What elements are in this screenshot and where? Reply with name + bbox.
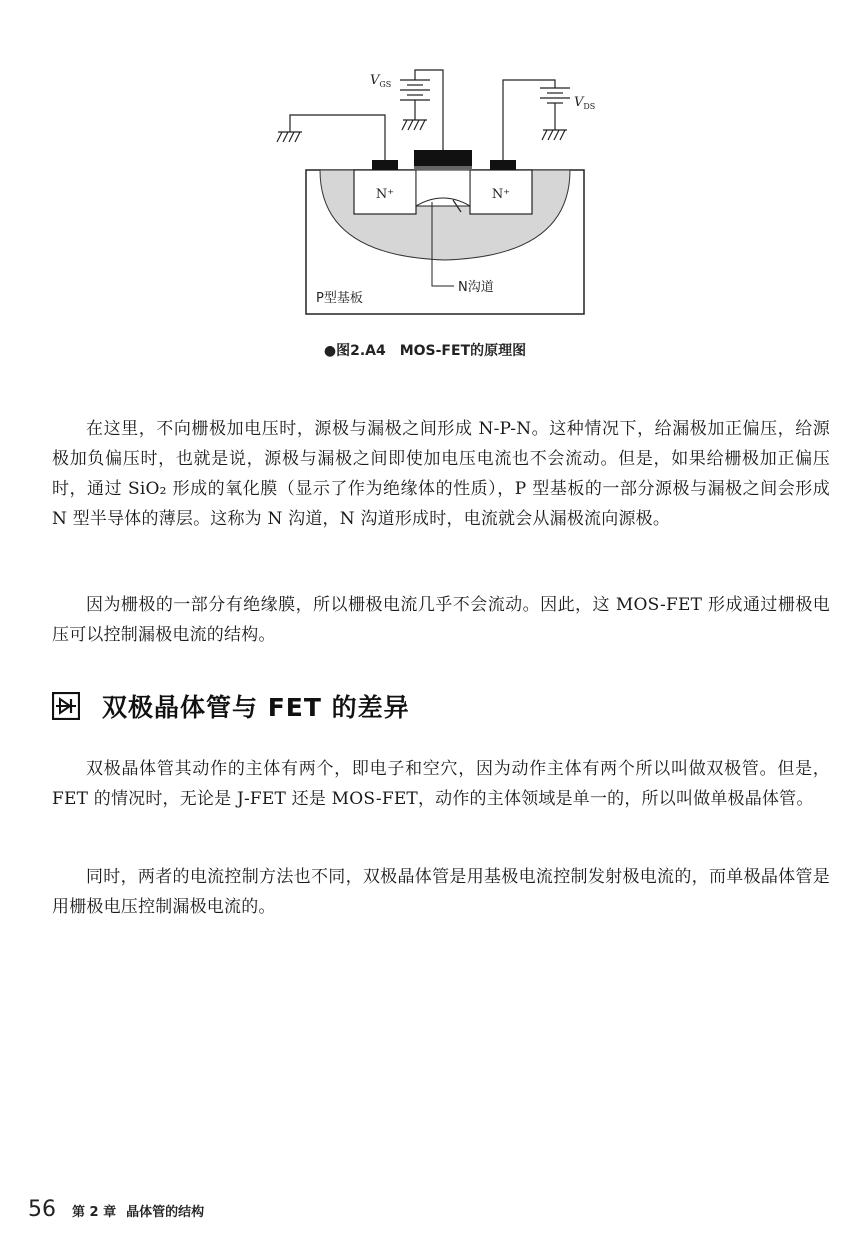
body-paragraph-1: 在这里，不向栅极加电压时，源极与漏极之间形成 N-P-N。这种情况下，给漏极加正偏压，给源极加负偏压时，也就是说，源极与漏极之间即使加电压电流也不会流动。但是，如果给栅极加正偏压时，通过 SiO₂ 形成的氧化膜（显示了作为绝缘体的性质），P 型基板的一部分源极与漏极之间会形成 N 型半导体的薄层。这称为 N 沟道，N 沟道形成时，电流就会从漏极流向源极。 — [52, 419, 830, 529]
ground-icon-gate — [402, 120, 427, 130]
gate-contact — [414, 150, 472, 166]
vgs-label: $V_{GS}$ — [370, 73, 392, 89]
n-channel-label: N沟道 — [458, 280, 494, 295]
section-title: 双极晶体管与 FET 的差异 — [102, 693, 410, 722]
drain-wire — [503, 80, 555, 160]
figure-caption: ●图2.A4 MOS-FET的原理图 — [323, 343, 527, 359]
vgs-battery — [400, 80, 430, 120]
page-footer — [28, 1197, 204, 1222]
chapter-title: 晶体管的结构 — [126, 1205, 205, 1220]
gate-oxide — [414, 166, 472, 170]
source-contact — [372, 160, 398, 170]
page-number: 56 — [28, 1197, 56, 1222]
body-paragraph-2: 因为栅极的一部分有绝缘膜，所以栅极电流几乎不会流动。因此，这 MOS-FET 形成通过栅极电压可以控制漏极电流的结构。 — [52, 595, 830, 645]
vds-label: $V_{DS}$ — [574, 95, 596, 111]
mosfet-diagram-svg — [270, 60, 600, 350]
ground-icon-drain — [542, 130, 567, 140]
diode-icon — [52, 692, 80, 720]
source-wire — [290, 115, 385, 160]
n-plus-left-label: N⁺ — [375, 187, 395, 202]
mosfet-diagram — [270, 60, 600, 350]
chapter-label: 第 2 章 — [72, 1205, 117, 1220]
section-paragraph-2: 同时，两者的电流控制方法也不同，双极晶体管是用基极电流控制发射极电流的，而单极晶体管是用栅极电压控制漏极电流的。 — [52, 867, 830, 917]
p-substrate-label: P型基板 — [316, 291, 363, 306]
drain-contact — [490, 160, 516, 170]
ground-icon-source — [277, 132, 302, 142]
section-heading — [52, 688, 410, 724]
section-paragraph-1: 双极晶体管其动作的主体有两个，即电子和空穴，因为动作主体有两个所以叫做双极管。但是，FET 的情况时，无论是 J-FET 还是 MOS-FET，动作的主体领域是单一的，所以叫做单极晶体管。 — [52, 759, 830, 809]
gate-wire — [415, 70, 443, 150]
channel-region — [416, 170, 470, 206]
n-plus-right-label: N⁺ — [491, 187, 511, 202]
vds-battery — [540, 88, 570, 130]
